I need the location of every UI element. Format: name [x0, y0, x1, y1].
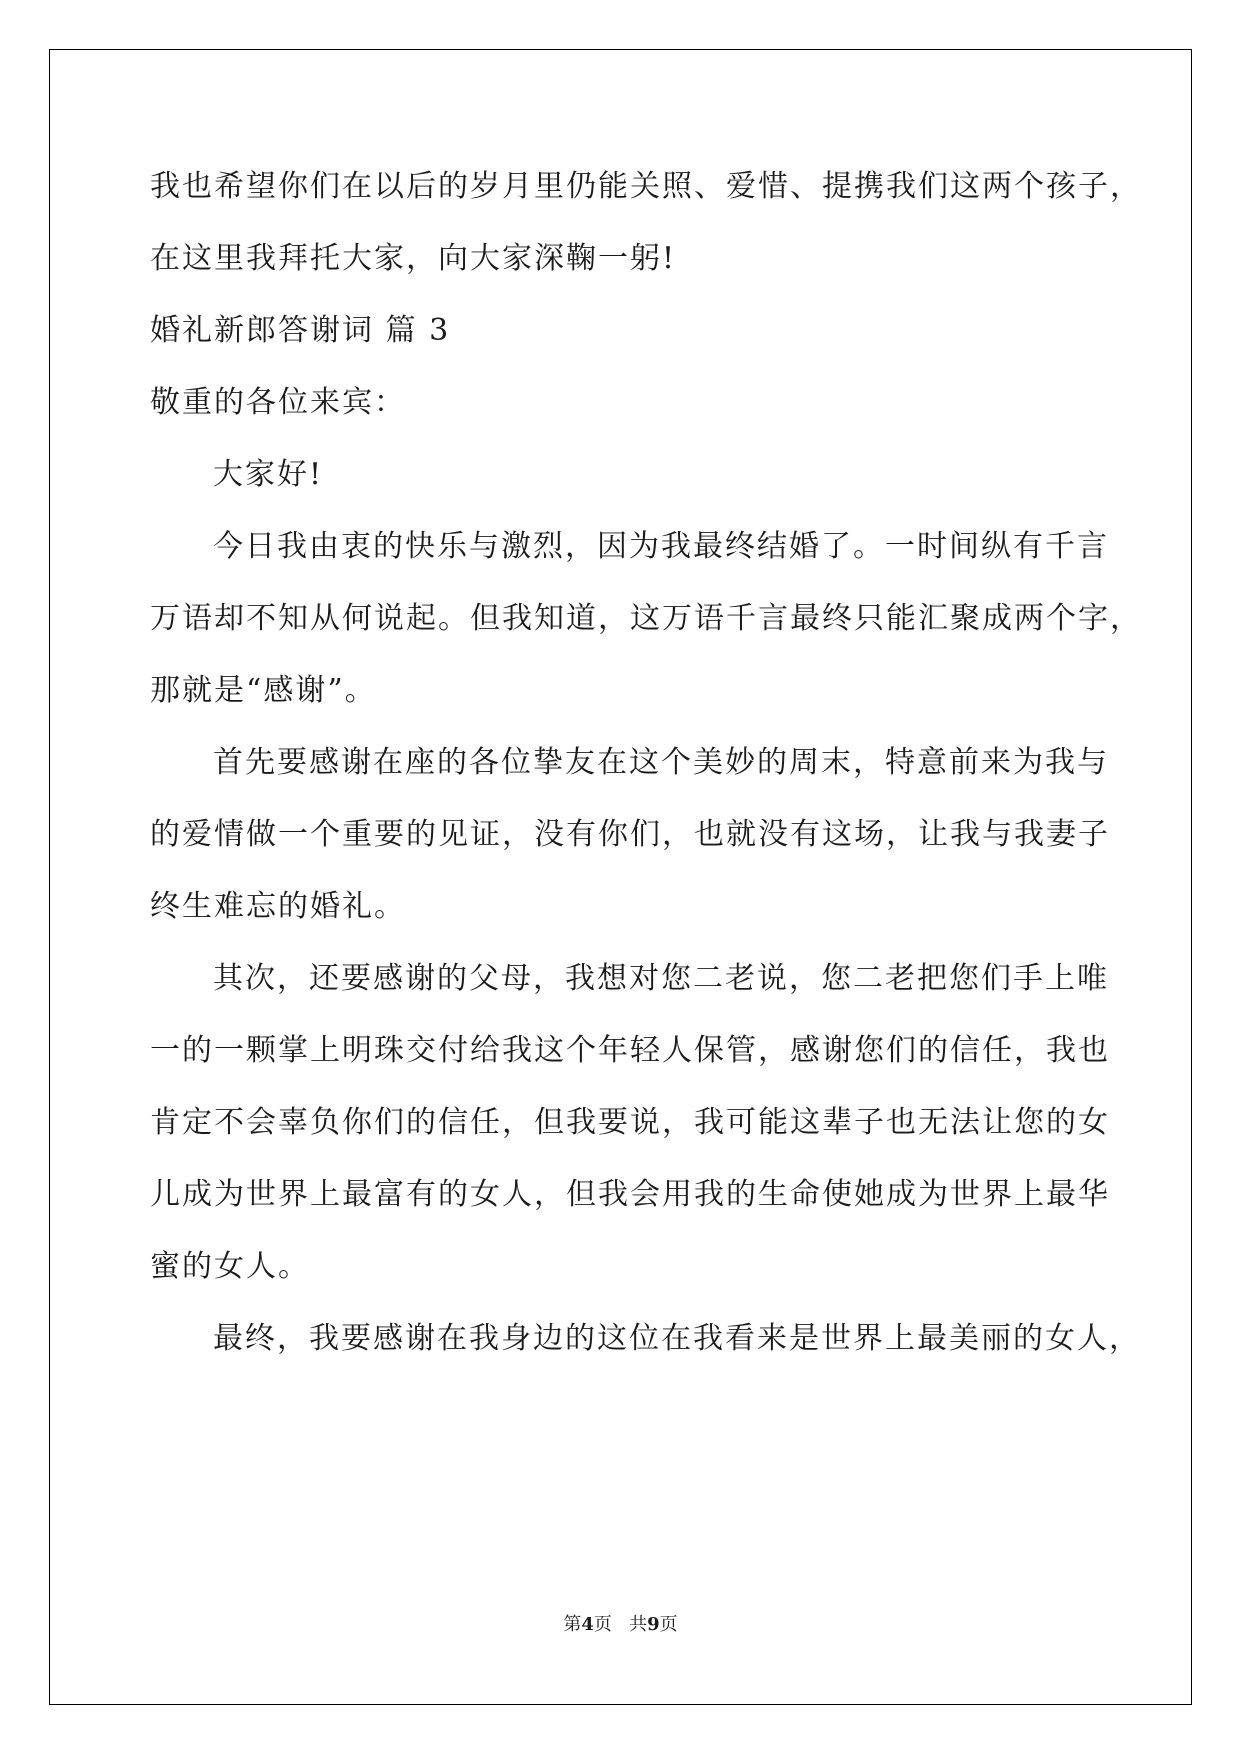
text-line-7: 万语却不知从何说起。但我知道，这万语千言最终只能汇聚成两个字， — [150, 601, 1142, 636]
text-line-17: 最终，我要感谢在我身边的这位在我看来是世界上最美丽的女人， — [213, 1321, 1141, 1356]
footer-total-prefix: 共 — [629, 1614, 648, 1635]
text-line-2: 在这里我拜托大家，向大家深鞠一躬! — [150, 241, 677, 276]
text-line-6: 今日我由衷的快乐与激烈，因为我最终结婚了。一时间纵有千言 — [213, 529, 1109, 564]
text-line-8: 那就是“感谢”。 — [150, 673, 377, 708]
text-line-13: 一的一颗掌上明珠交付给我这个年轻人保管，感谢您们的信任，我也 — [150, 1033, 1110, 1068]
total-page-count: 9 — [647, 1614, 660, 1635]
salutation: 敬重的各位来宾： — [150, 385, 406, 420]
current-page-number: 4 — [581, 1614, 594, 1635]
footer-page-suffix: 页 — [593, 1614, 612, 1635]
footer-total-suffix: 页 — [659, 1614, 678, 1635]
footer-prefix: 第 — [563, 1614, 582, 1635]
greeting: 大家好! — [213, 457, 324, 492]
text-line-10: 的爱情做一个重要的见证，没有你们，也就没有这场，让我与我妻子 — [150, 817, 1110, 852]
document-body — [150, 167, 1142, 1391]
text-line-16: 蜜的女人。 — [150, 1249, 310, 1284]
text-line-11: 终生难忘的婚礼。 — [150, 889, 406, 924]
section-heading: 婚礼新郎答谢词 篇 3 — [150, 313, 451, 348]
text-line-14: 肯定不会辜负你们的信任，但我要说，我可能这辈子也无法让您的女 — [150, 1105, 1110, 1140]
page-footer — [0, 1610, 1241, 1636]
text-line-15: 儿成为世界上最富有的女人，但我会用我的生命使她成为世界上最华 — [150, 1177, 1110, 1212]
text-line-9: 首先要感谢在座的各位挚友在这个美妙的周末，特意前来为我与 — [213, 745, 1109, 780]
text-line-12: 其次，还要感谢的父母，我想对您二老说，您二老把您们手上唯 — [213, 961, 1109, 996]
text-line-1: 我也希望你们在以后的岁月里仍能关照、爱惜、提携我们这两个孩子， — [150, 169, 1142, 204]
